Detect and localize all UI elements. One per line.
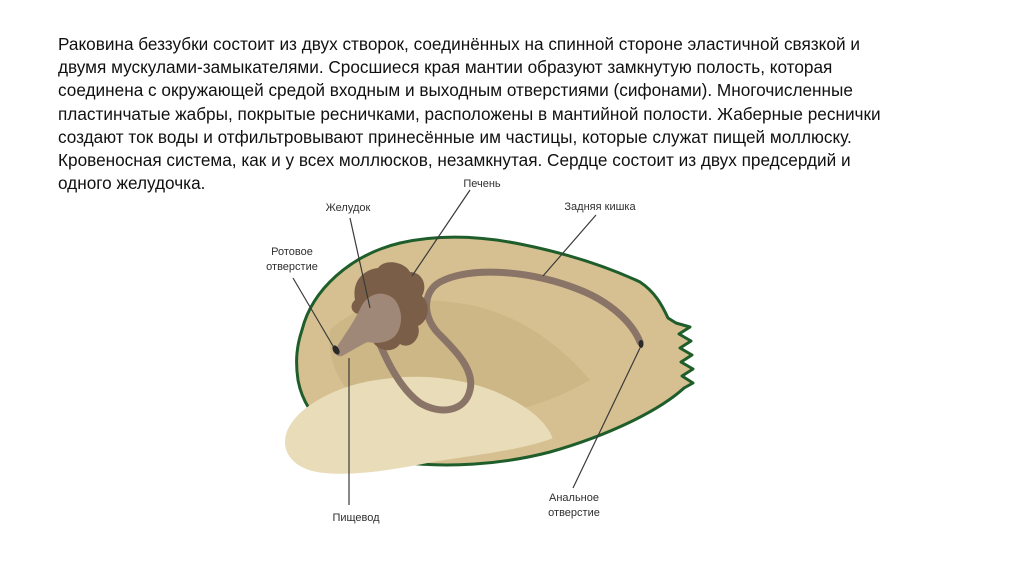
text-line: пластинчатые жабры, покрытые ресничками, расположены в мантийной полости. Жаберные реснички <box>58 103 881 124</box>
text-line: двумя мускулами-замыкателями. Сросшиеся края мантии образуют замкнутую полость, которая <box>58 57 833 78</box>
text-line: одного желудочка. <box>58 173 206 194</box>
text-line: Раковина беззубки состоит из двух створок, соединённых на спинной стороне эластичной связкой и <box>58 34 860 54</box>
label-anus-2: отверстие <box>548 507 600 519</box>
anal-opening <box>639 340 644 348</box>
label-stomach: Желудок <box>325 202 371 214</box>
label-liver: Печень <box>463 178 501 190</box>
label-mouth-1: Ротовое <box>271 246 313 258</box>
text-line: соединена с окружающей средой входным и выходным отверстиями (сифонами). Многочисленные <box>58 80 853 101</box>
text-line: создают ток воды и отфильтровывают принесённые им частицы, которые служат пищей моллюску. <box>58 126 852 147</box>
label-hindgut: Задняя кишка <box>564 201 636 213</box>
label-esophagus: Пищевод <box>332 512 380 524</box>
label-mouth-2: отверстие <box>266 261 318 273</box>
text-line: Кровеносная система, как и у всех моллюсков, незамкнутая. Сердце состоит из двух предсердий и <box>58 150 851 171</box>
label-anus-1: Анальное <box>549 492 599 504</box>
